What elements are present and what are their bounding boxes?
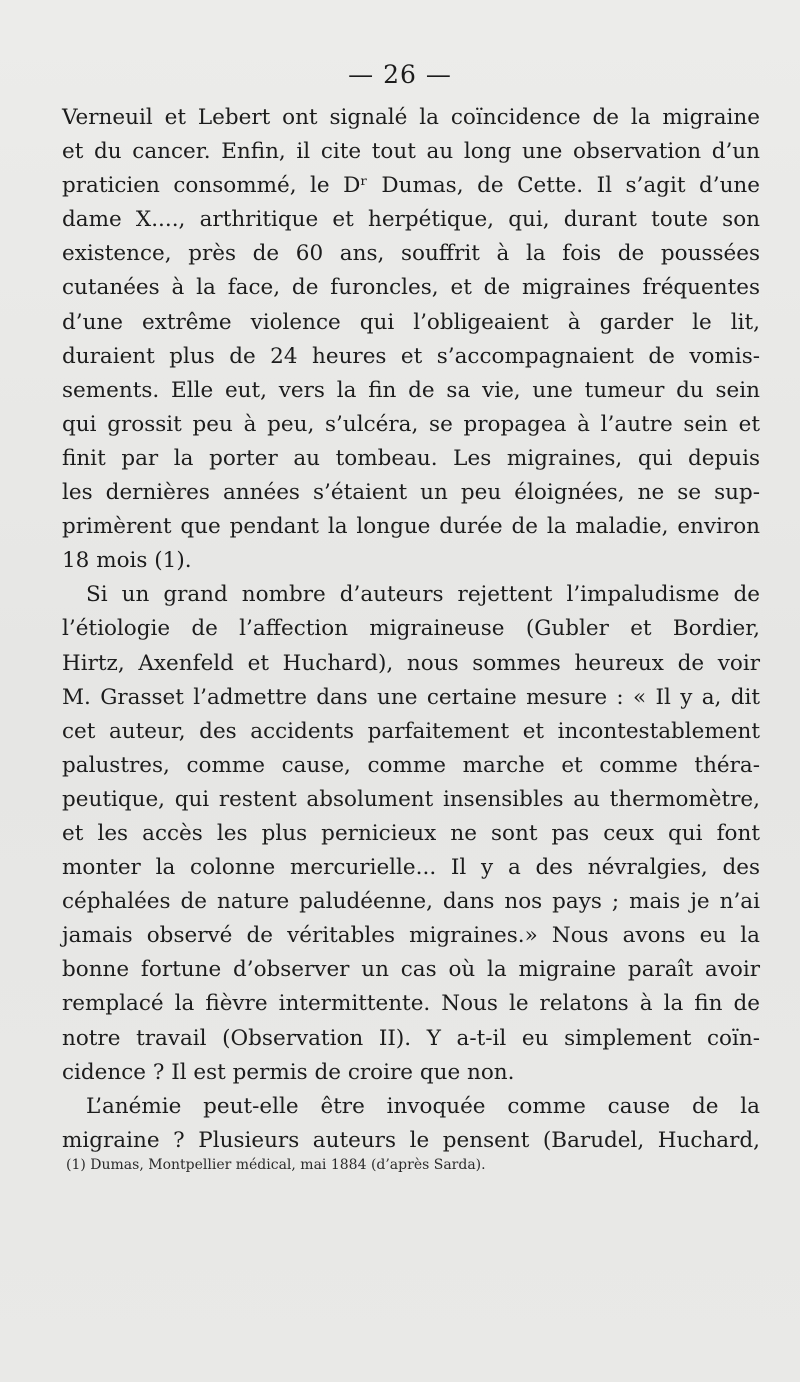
page-number: — 26 —	[348, 60, 452, 89]
text-line: palustres, comme cause, comme marche et comme théra-	[62, 752, 760, 778]
text-line: d’une extrême violence qui l’obligeaient à garder le lit,	[62, 309, 760, 335]
text-line: les dernières années s’étaient un peu éloignées, ne se sup-	[62, 480, 760, 506]
text-line: notre travail (Observation II). Y a-t-il eu simplement coïn-	[62, 1025, 760, 1051]
text-line: M. Grasset l’admettre dans une certaine mesure : « Il y a, dit	[62, 684, 760, 710]
text-line: monter la colonne mercurielle... Il y a des névralgies, des	[62, 855, 760, 881]
text-line: 18 mois (1).	[62, 548, 192, 574]
text-line: primèrent que pendant la longue durée de la maladie, environ	[62, 514, 760, 540]
text-line: duraient plus de 24 heures et s’accompagnaient de vomis-	[62, 343, 760, 369]
text-line: Verneuil et Lebert ont signalé la coïncidence de la migraine	[62, 105, 760, 130]
text-line: l’étiologie de l’affection migraineuse (Gubler et Bordier,	[62, 616, 760, 642]
text-line: dame X...., arthritique et herpétique, qui, durant toute son	[62, 207, 760, 233]
text-line: et les accès les plus pernicieux ne sont pas ceux qui font	[62, 820, 760, 846]
text-line: remplacé la fièvre intermittente. Nous le relatons à la fin de	[62, 991, 760, 1017]
text-line: Hirtz, Axenfeld et Huchard), nous sommes heureux de voir	[62, 650, 760, 676]
text-line: praticien consommé, le Dʳ Dumas, de Cette. Il s’agit d’une	[62, 173, 760, 199]
text-line: Si un grand nombre d’auteurs rejettent l’impaludisme de	[86, 582, 760, 608]
text-line: peutique, qui restent absolument insensibles au thermomètre,	[62, 786, 760, 812]
text-line: cet auteur, des accidents parfaitement et incontestablement	[62, 718, 760, 744]
footnote: (1) Dumas, Montpellier médical, mai 1884 (d’après Sarda).	[66, 1157, 486, 1173]
text-line: qui grossit peu à peu, s’ulcéra, se propagea à l’autre sein et	[62, 411, 760, 437]
text-line: céphalées de nature paludéenne, dans nos pays ; mais je n’ai	[62, 889, 760, 915]
text-line: cutanées à la face, de furoncles, et de migraines fréquentes	[62, 275, 760, 301]
text-line: bonne fortune d’observer un cas où la migraine paraît avoir	[62, 957, 760, 983]
text-line: existence, près de 60 ans, souffrit à la fois de poussées	[62, 241, 760, 267]
text-line: cidence ? Il est permis de croire que non.	[62, 1059, 515, 1085]
text-line: migraine ? Plusieurs auteurs le pensent (Barudel, Huchard,	[62, 1127, 760, 1153]
text-line: L’anémie peut-elle être invoquée comme cause de la	[86, 1093, 760, 1119]
text-line: et du cancer. Enfin, il cite tout au long une observation d’un	[62, 139, 760, 165]
text-line: finit par la porter au tombeau. Les migraines, qui depuis	[62, 445, 760, 471]
text-line: sements. Elle eut, vers la fin de sa vie, une tumeur du sein	[62, 377, 760, 403]
body-text	[62, 101, 760, 1158]
text-line: jamais observé de véritables migraines.» Nous avons eu la	[62, 923, 760, 949]
